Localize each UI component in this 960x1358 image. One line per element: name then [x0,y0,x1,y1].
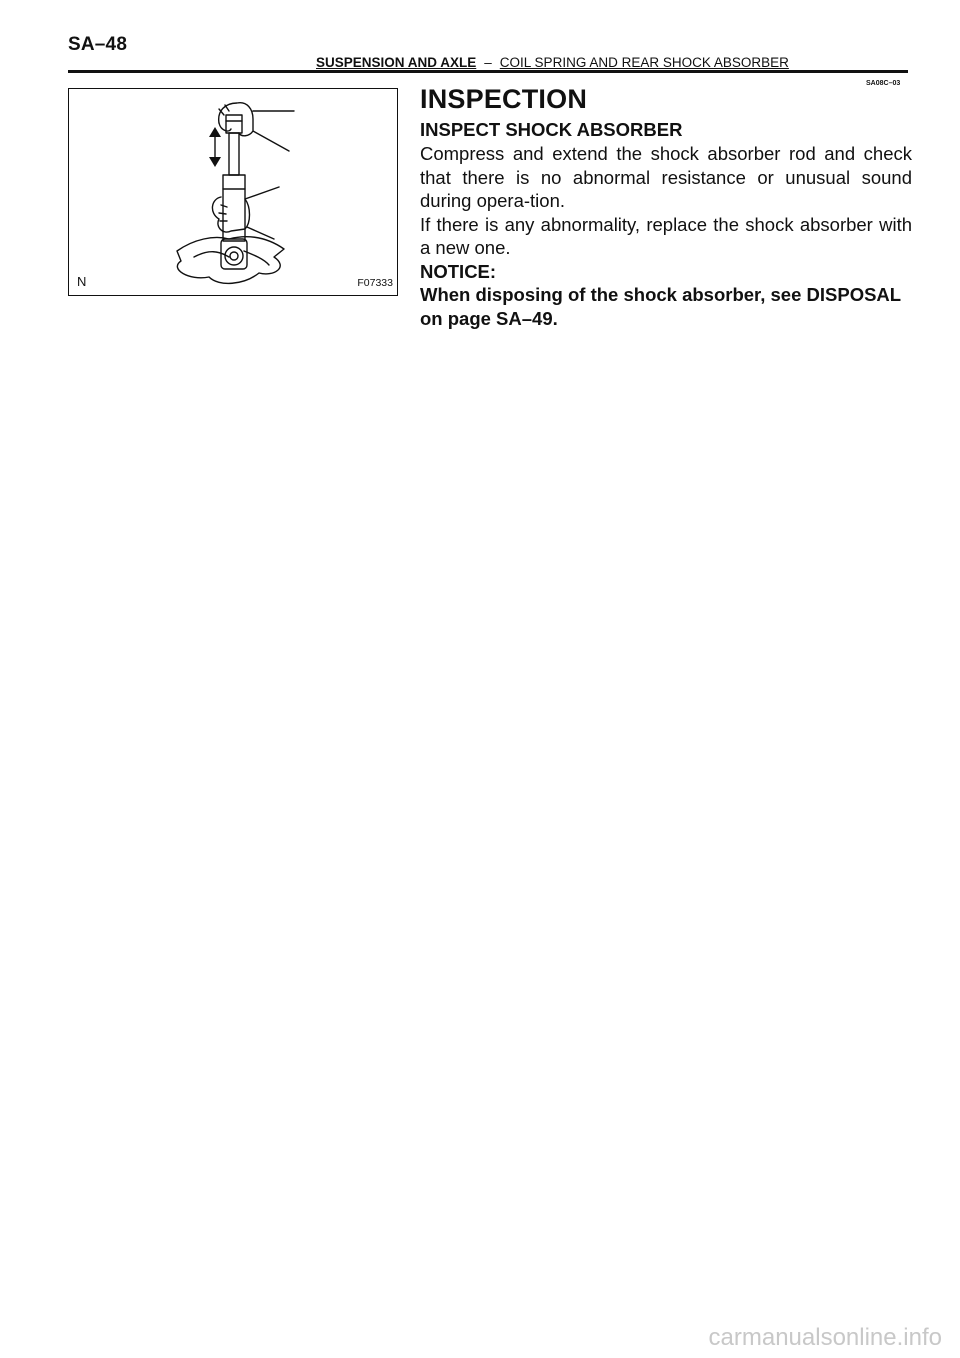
watermark: carmanualsonline.info [708,1324,942,1351]
piston-rod [229,133,239,175]
shock-absorber-illustration [69,89,399,297]
upper-hand [219,103,294,151]
figure-id: F07333 [357,277,393,289]
header-separator: – [484,55,492,70]
cloth-shape [177,237,284,284]
document-code: SA08C–03 [866,80,901,87]
instruction-paragraph-1: Compress and extend the shock absorber rod and check that there is no abnormal resistance or unusual sound during opera-tion. [420,143,912,211]
instruction-paragraph-2: If there is any abnormality, replace the shock absorber with a new one. [420,213,912,258]
page-number: SA–48 [68,34,128,55]
section-title: INSPECTION [420,84,588,114]
header-topic: COIL SPRING AND REAR SHOCK ABSORBER [499,55,789,70]
arrow-head-up-icon [209,127,221,137]
illustration-figure [68,88,398,296]
content-column [420,84,912,330]
header-section: SUSPENSION AND AXLE [316,55,477,70]
running-header [316,55,789,70]
notice-label: NOTICE: [420,260,497,282]
notice-text: When disposing of the shock absorber, see DISPOSAL on page SA–49. [420,284,901,329]
header-rule [68,70,908,73]
figure-corner-label: N [77,274,87,289]
section-subtitle: INSPECT SHOCK ABSORBER [420,119,683,140]
arrow-head-down-icon [209,157,221,167]
